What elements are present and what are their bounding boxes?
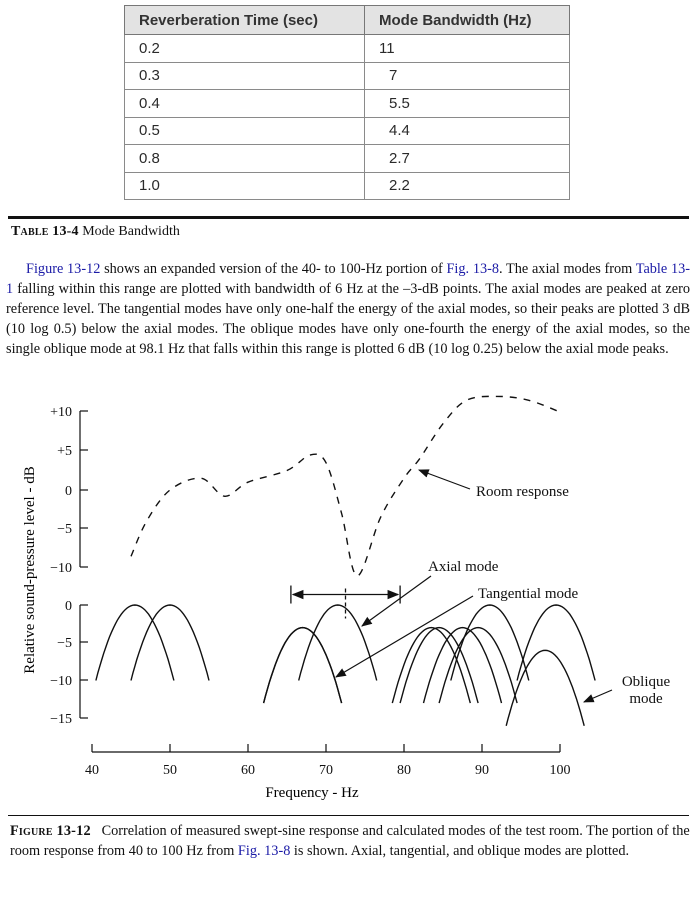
link-figure-13-12[interactable]: Figure 13-12 (26, 261, 101, 277)
table-cell: 2.2 (365, 172, 570, 200)
room-response-arrow (419, 470, 470, 489)
axial-mode-curve (131, 605, 209, 681)
x-tick-label: 100 (549, 763, 571, 778)
upper-y-axis (80, 411, 88, 567)
table-row (125, 145, 570, 173)
tangential-mode-curve (392, 628, 470, 704)
x-tick-label: 40 (85, 763, 99, 778)
y-axis-label: Relative sound-pressure level - dB (22, 466, 38, 674)
table-cell: 0.3 (125, 62, 365, 90)
table-caption-text: Mode Bandwidth (82, 224, 180, 239)
figure-13-12-chart (0, 385, 695, 805)
link-fig-13-8[interactable]: Fig. 13-8 (446, 261, 500, 277)
upper-tick-label: +5 (57, 444, 72, 459)
figure-caption-rule (8, 815, 689, 816)
lower-tick-label: 0 (65, 599, 72, 614)
table-cell: 0.8 (125, 145, 365, 173)
table-row (125, 90, 570, 118)
table-caption (11, 222, 180, 242)
upper-tick-label: −5 (57, 522, 72, 537)
link-fig-13-8-caption[interactable]: Fig. 13-8 (237, 842, 291, 859)
x-tick-label: 80 (397, 763, 411, 778)
figure-caption (10, 822, 690, 861)
table-cell: 4.4 (365, 117, 570, 145)
table-cell: 0.2 (125, 35, 365, 63)
x-tick-label: 90 (475, 763, 489, 778)
table-cell: 1.0 (125, 172, 365, 200)
header-reverberation-time: Reverberation Time (sec) (125, 6, 365, 35)
paragraph-text: . The axial modes from (499, 261, 636, 277)
table-caption-rule (8, 216, 689, 219)
axial-mode-curve (451, 605, 529, 681)
lower-tick-label: −15 (50, 712, 72, 727)
table-caption-label: Table 13-4 (11, 224, 79, 239)
bandwidth-marker (291, 586, 400, 619)
oblique-mode-label: Oblique (621, 674, 671, 690)
x-axis-label: Frequency - Hz (265, 785, 359, 801)
header-mode-bandwidth: Mode Bandwidth (Hz) (365, 6, 570, 35)
mode-bandwidth-table (124, 5, 570, 200)
axial-mode-label: Axial mode (428, 559, 499, 575)
axial-mode-curve (517, 605, 595, 681)
table-row (125, 35, 570, 63)
table-header-row (125, 6, 570, 35)
mode-curves (96, 605, 595, 726)
figure-caption-label: Figure 13-12 (10, 823, 91, 839)
table-cell: 2.7 (365, 145, 570, 173)
figure-caption-text-2: is shown. Axial, tangential, and oblique modes are plotted. (290, 842, 630, 859)
body-paragraph (6, 259, 690, 359)
paragraph-text: falling within this range are plotted with bandwidth of 6 Hz at the –3-dB points. The axial modes are peaked at zero reference level. The tangential modes have only one-half the energy of the axial modes, so their peaks are plotted 3 dB (10 log 0.5) below the axial modes. The oblique modes have only one-fourth the energy of the axial modes, so the single oblique mode at 98.1 Hz that falls within this range is plotted 6 dB (10 log 0.25) below the axial mode peaks. (6, 281, 690, 357)
oblique-mode-arrow (584, 690, 612, 702)
figure-caption-text: Correlation of measured swept-sine response and calculated modes of the test room. The portion of the room response from 40 to 100 Hz from (10, 823, 690, 859)
table-cell: 0.4 (125, 90, 365, 118)
upper-tick-label: +10 (50, 405, 72, 420)
lower-y-axis (80, 605, 88, 718)
tangential-mode-label: Tangential mode (478, 586, 579, 602)
table-cell: 5.5 (365, 90, 570, 118)
oblique-mode-label-2: mode (629, 691, 663, 707)
room-response-label: Room response (476, 484, 569, 500)
lower-tick-label: −10 (50, 674, 72, 689)
table-cell: 11 (365, 35, 570, 63)
table-cell: 7 (365, 62, 570, 90)
paragraph-text: shows an expanded version of the 40- to 100-Hz portion of (100, 261, 447, 277)
axial-mode-curve (96, 605, 174, 681)
upper-tick-label: −10 (50, 561, 72, 576)
axial-mode-arrow (362, 576, 431, 626)
axial-mode-curve (400, 628, 478, 704)
oblique-mode-curve (506, 650, 584, 726)
x-tick-label: 60 (241, 763, 255, 778)
link-table-13-1[interactable]: Table 13-1 (6, 261, 691, 297)
table-row (125, 62, 570, 90)
x-tick-label: 50 (163, 763, 177, 778)
axial-mode-curve (299, 605, 377, 681)
x-axis (92, 744, 560, 752)
table-row (125, 117, 570, 145)
x-tick-label: 70 (319, 763, 333, 778)
upper-tick-label: 0 (65, 484, 72, 499)
lower-tick-label: −5 (57, 636, 72, 651)
table-cell: 0.5 (125, 117, 365, 145)
table-row (125, 172, 570, 200)
